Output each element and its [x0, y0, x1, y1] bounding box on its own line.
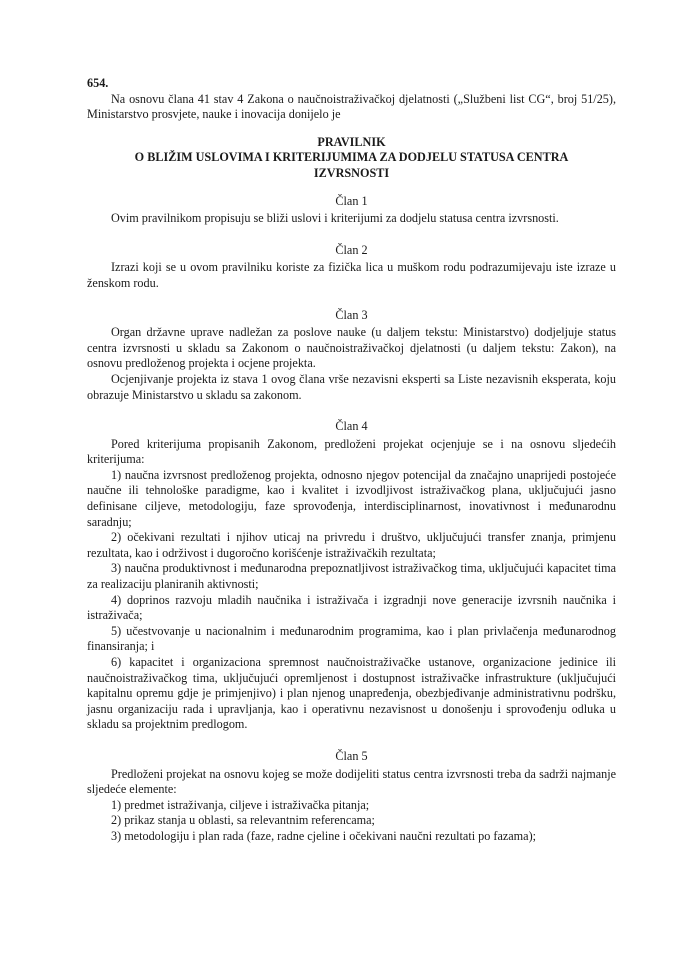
list-item: 2) prikaz stanja u oblasti, sa relevantnim referencama; — [111, 813, 375, 828]
list-item: 2) očekivani rezultati i njihov uticaj na privredu i društvo, uključujući transfer znanja, primjenu rezultata, kao i održivost i dugoročno korišćenje istraživačkih rezultata; — [87, 530, 616, 560]
article-4-intro: Pored kriterijuma propisanih Zakonom, predloženi projekat ocjenjuje se i na osnovu sljedećih kriterijuma: — [87, 436, 616, 467]
article-3-paragraph-1: Organ državne uprave nadležan za poslove nauke (u daljem tekstu: Ministarstvo) dodjeljuje status centra izvrsnosti u skladu sa Zakonom o naučnoistraživačkoj djelatnosti (u daljem tekstu: Zakon), na osnovu predloženog projekta i ocjene projekta. — [87, 325, 616, 371]
title-line-3: IZVRSNOSTI — [313, 165, 390, 180]
list-item: 1) predmet istraživanja, ciljeve i istraživačka pitanja; — [111, 797, 370, 812]
article-5-heading: Član 5 — [335, 748, 368, 763]
article-5-intro: Predloženi projekat na osnovu kojeg se može dodijeliti status centra izvrsnosti treba da sadrži najmanje sljedeće elemente: — [87, 766, 616, 797]
article-4-heading: Član 4 — [335, 419, 368, 434]
list-item: 6) kapacitet i organizaciona spremnost naučnoistraživačke ustanove, organizacione jedinice ili naučnoistraživačkog tima, uključujući opremljenost i dostupnost istraživačke infrastrukture (uključujući kapitalnu opremu gdje je primjenjivo) i plan njenog unapređenja, obezbjeđivanje administrativnu podršku, jasnu organizaciju rada i upravljanja, kao i operativnu nezavisnost u donošenju i sprovođenju odluka u skladu sa projektnim predlogom. — [87, 655, 616, 732]
list-item: 3) metodologiju i plan rada (faze, radne cjeline i očekivani naučni rezultati po fazama); — [111, 828, 537, 843]
document-title — [87, 135, 616, 182]
article-2-heading: Član 2 — [335, 242, 368, 257]
preamble: Na osnovu člana 41 stav 4 Zakona o naučnoistraživačkoj djelatnosti („Službeni list CG“, broj 51/25), Ministarstvo prosvjete, nauke i inovacija donijelo je — [87, 91, 616, 122]
list-item: 4) doprinos razvoju mladih naučnika i istraživača i izgradnji nove generacije izvrsnih naučnika i istraživača; — [87, 592, 616, 623]
article-1-heading: Član 1 — [335, 193, 368, 208]
article-3-paragraph-2: Ocjenjivanje projekta iz stava 1 ovog člana vrše nezavisni eksperti sa Liste nezavisnih eksperata, koju obrazuje Ministarstvo u skladu sa zakonom. — [87, 371, 616, 402]
article-3-heading: Član 3 — [335, 307, 368, 322]
title-line-2: O BLIŽIM USLOVIMA I KRITERIJUMIMA ZA DODJELU STATUSA CENTRA — [134, 150, 569, 165]
list-item: 3) naučna produktivnost i međunarodna prepoznatljivost istraživačkog tima, uključujući kapacitet tima za realizaciju planiranih aktivnosti; — [87, 561, 616, 592]
list-item: 5) učestvovanje u nacionalnim i međunarodnim programima, kao i plan privlačenja međunarodnog finansiranja; i — [87, 623, 616, 654]
title-line-1: PRAVILNIK — [317, 134, 386, 149]
document-number: 654. — [87, 76, 109, 90]
article-2-text: Izrazi koji se u ovom pravilniku koriste za fizička lica u muškom rodu podrazumijevaju iste izraze u ženskom rodu. — [87, 260, 616, 290]
list-item: 1) naučna izvrsnost predloženog projekta, odnosno njegov potencijal da značajno unaprijedi postojeće naučne ili tehnološke paradigme, kao i kvalitet i izvodljivost istraživačkog plana, uključujući jasno definisane ciljeve, metodologiju, faze sprovođenja, interdisciplinarnost, inovativnost i međunarodnu saradnju; — [87, 467, 616, 529]
article-1-text: Ovim pravilnikom propisuju se bliži uslovi i kriterijumi za dodjelu statusa centra izvrsnosti. — [111, 211, 559, 226]
